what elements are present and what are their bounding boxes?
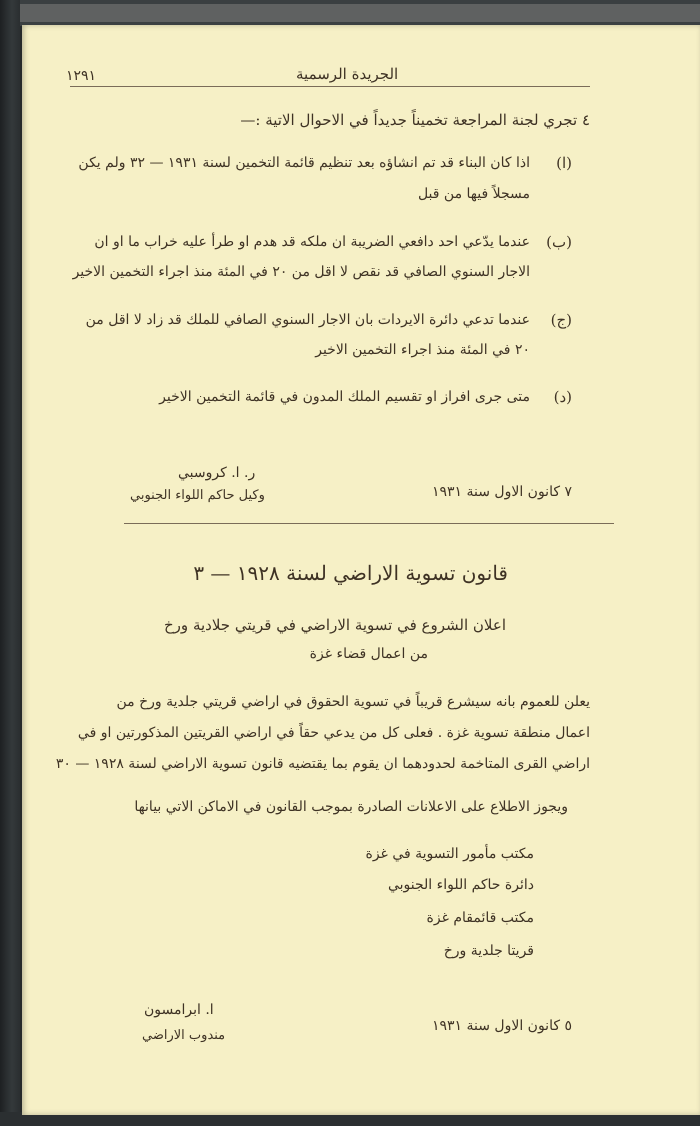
binding-left-edge — [0, 0, 20, 1126]
notice-two-date: ٥ كانون الاول سنة ١٩٣١ — [431, 1018, 572, 1034]
gazette-title: الجريدة الرسمية — [296, 65, 399, 83]
notice-one-signatory-title: وكيل حاكم اللواء الجنوبي — [130, 488, 265, 503]
body-line-3: اراضي القرى المتاخمة لحدودهما ان يقوم بما يقتضيه قانون تسوية الاراضي لسنة ١٩٢٨ — ٣٠ — [55, 756, 590, 772]
place-item: دائرة حاكم اللواء الجنوبي — [387, 877, 534, 893]
body-line-2: اعمال منطقة تسوية غزة . فعلى كل من يدعي حقاً في اراضي القريتين المذكورتين او في — [77, 725, 590, 741]
notice-one-intro: ٤ تجري لجنة المراجعة تخميناً جديداً في الاحوال الاتية :— — [240, 111, 590, 129]
place-item: قريتا جلدية ورخ — [443, 943, 534, 959]
header-rule — [70, 86, 590, 87]
notice-one-date: ٧ كانون الاول سنة ١٩٣١ — [431, 484, 572, 500]
page-number: ١٢٩١ — [66, 68, 97, 84]
body-line-1: يعلن للعموم بانه سيشرع قريباً في تسوية الحقوق في اراضي قريتي جلدية ورخ من — [116, 694, 590, 710]
gazette-page — [22, 25, 700, 1115]
binding-top-edge — [0, 0, 700, 26]
places-intro: ويجوز الاطلاع على الاعلانات الصادرة بموجب القانون في الاماكن الاتي بيانها — [134, 799, 568, 815]
item-a-marker: (ا) — [556, 154, 572, 172]
place-item: مكتب مأمور التسوية في غزة — [365, 846, 534, 862]
item-b-line-1: عندما يدّعي احد دافعي الضريبة ان ملكه قد هدم او طرأ عليه خراب ما او ان — [94, 234, 530, 250]
item-c-marker: (ج) — [550, 311, 572, 329]
law-subheading-1: اعلان الشروع في تسوية الاراضي في قريتي جلادية ورخ — [164, 616, 506, 634]
notice-two-signatory-title: مندوب الاراضي — [142, 1028, 226, 1043]
item-d-marker: (د) — [553, 388, 572, 406]
section-divider — [124, 523, 614, 524]
notice-one-signatory-name: ر. ا. كروسبي — [178, 465, 256, 481]
item-a-line-1: اذا كان البناء قد تم انشاؤه بعد تنظيم قائمة التخمين لسنة ١٩٣١ — ٣٢ ولم يكن — [78, 155, 530, 171]
item-b-marker: (ب) — [546, 233, 572, 251]
item-a-line-2: مسجلاً فيها من قبل — [417, 186, 530, 202]
law-subheading-2: من اعمال قضاء غزة — [309, 646, 428, 662]
place-item: مكتب قائمقام غزة — [426, 910, 534, 926]
item-d-line-1: متى جرى افراز او تقسيم الملك المدون في قائمة التخمين الاخير — [159, 389, 530, 405]
item-c-line-1: عندما تدعي دائرة الايردات بان الاجار السنوي الصافي للملك قد زاد لا اقل من — [85, 312, 530, 328]
law-heading: قانون تسوية الاراضي لسنة ١٩٢٨ — ٣ — [193, 561, 508, 585]
notice-two-signatory-name: ا. ابرامسون — [144, 1002, 214, 1018]
item-b-line-2: الاجار السنوي الصافي قد نقص لا اقل من ٢٠ في المئة منذ اجراء التخمين الاخير — [72, 264, 530, 280]
item-c-line-2: ٢٠ في المئة منذ اجراء التخمين الاخير — [315, 342, 530, 358]
book-spine-strip — [18, 4, 700, 22]
